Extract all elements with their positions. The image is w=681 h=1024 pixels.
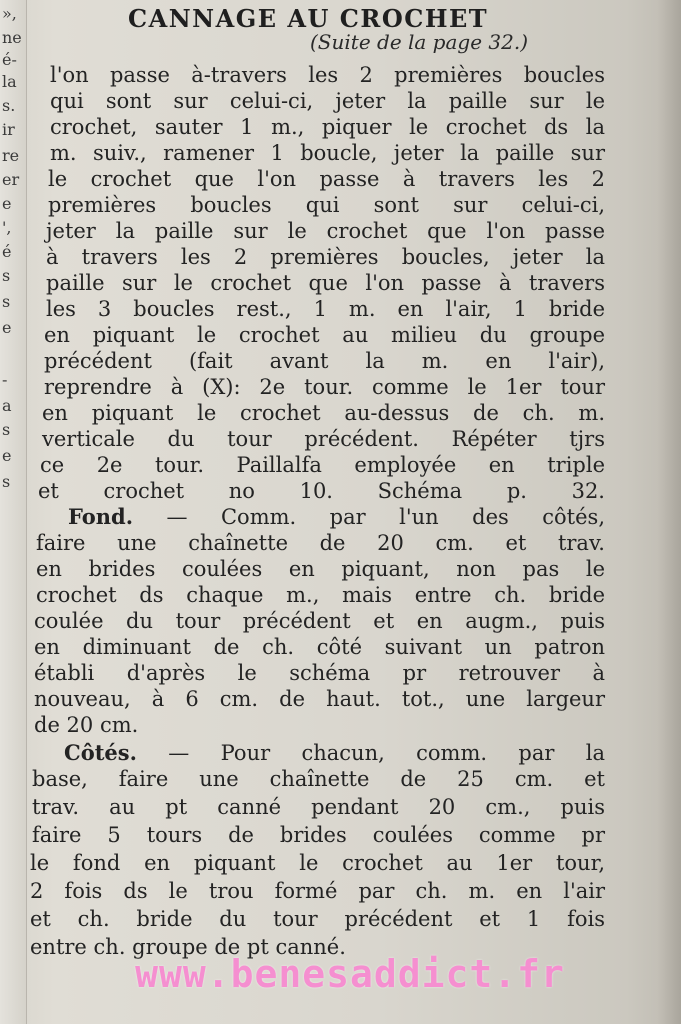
- margin-fragment: s: [2, 266, 11, 285]
- body-line: ce 2e tour. Paillalfa employée en triple: [40, 453, 605, 477]
- margin-fragment: s: [2, 292, 11, 311]
- cotes-heading: Côtés.: [64, 740, 137, 765]
- body-line: faire une chaînette de 20 cm. et trav.: [36, 531, 605, 555]
- body-line: crochet, sauter 1 m., piquer le crochet ds la: [50, 115, 605, 139]
- body-line: et ch. bride du tour précédent et 1 fois: [30, 907, 605, 931]
- body-line: paille sur le crochet que l'on passe à travers: [46, 271, 605, 295]
- body-line: qui sont sur celui-ci, jeter la paille sur le: [50, 89, 605, 113]
- margin-fragment: e: [2, 194, 12, 213]
- body-line: crochet ds chaque m., mais entre ch. bride: [36, 583, 605, 607]
- body-line: en brides coulées en piquant, non pas le: [36, 557, 605, 581]
- body-line: et crochet no 10. Schéma p. 32.: [38, 479, 605, 503]
- margin-fragment: s.: [2, 96, 16, 115]
- margin-fragment: re: [2, 146, 20, 165]
- margin-fragment: »,: [2, 4, 17, 23]
- body-line: nouveau, à 6 cm. de haut. tot., une largeur: [34, 687, 605, 711]
- fond-heading: Fond.: [68, 504, 134, 529]
- fond-paragraph-start: [36, 504, 605, 530]
- margin-fragment: ',: [2, 218, 12, 237]
- margin-fragment: a: [2, 396, 12, 415]
- body-line: entre ch. groupe de pt canné.: [30, 935, 346, 959]
- fond-line: Comm. par l'un des côtés,: [220, 505, 605, 529]
- body-line: le crochet que l'on passe à travers les 2: [48, 167, 605, 191]
- body-line: le fond en piquant le crochet au 1er tour,: [30, 851, 605, 875]
- body-line: reprendre à (X): 2e tour. comme le 1er tour: [44, 375, 605, 399]
- body-line: faire 5 tours de brides coulées comme pr: [32, 823, 605, 847]
- body-line: trav. au pt canné pendant 20 cm., puis: [32, 795, 605, 819]
- margin-fragment: er: [2, 170, 20, 189]
- body-line: en diminuant de ch. côté suivant un patron: [34, 635, 605, 659]
- cotes-paragraph-start: [34, 740, 605, 766]
- cotes-line: Pour chacun, comm. par la: [220, 741, 605, 765]
- body-line: verticale du tour précédent. Répéter tjrs: [42, 427, 605, 451]
- margin-fragment: la: [2, 72, 17, 91]
- body-line: en piquant le crochet au milieu du groupe: [44, 323, 605, 347]
- body-line: jeter la paille sur le crochet que l'on passe: [46, 219, 605, 243]
- margin-fragment: e: [2, 446, 12, 465]
- margin-fragment: s: [2, 420, 11, 439]
- body-line: en piquant le crochet au-dessus de ch. m.: [42, 401, 605, 425]
- body-line: établi d'après le schéma pr retrouver à: [34, 661, 605, 685]
- body-line: de 20 cm.: [34, 713, 139, 737]
- continuation-note: (Suite de la page 32.): [310, 30, 529, 54]
- body-line: à travers les 2 premières boucles, jeter la: [46, 245, 605, 269]
- body-line: l'on passe à-travers les 2 premières boucles: [50, 63, 605, 87]
- cotes-dash: —: [136, 741, 221, 765]
- page-gutter: [657, 0, 681, 1024]
- margin-fragment: é-: [2, 50, 17, 69]
- body-line: premières boucles qui sont sur celui-ci,: [48, 193, 605, 217]
- margin-fragment: é: [2, 242, 12, 261]
- body-line: m. suiv., ramener 1 boucle, jeter la paille sur: [50, 141, 605, 165]
- body-line: base, faire une chaînette de 25 cm. et: [32, 767, 605, 791]
- margin-fragment: ir: [2, 120, 15, 139]
- body-line: précédent (fait avant la m. en l'air),: [44, 349, 605, 373]
- margin-fragment: s: [2, 472, 11, 491]
- margin-fragment: ne: [2, 28, 22, 47]
- body-line: coulée du tour précédent et en augm., puis: [34, 609, 605, 633]
- body-line: les 3 boucles rest., 1 m. en l'air, 1 bride: [46, 297, 605, 321]
- margin-fragment: e: [2, 318, 12, 337]
- body-line: 2 fois ds le trou formé par ch. m. en l'air: [30, 879, 605, 903]
- margin-fragment: -: [2, 370, 8, 389]
- article-title: CANNAGE AU CROCHET: [128, 4, 489, 33]
- fond-dash: —: [133, 505, 221, 529]
- watermark-url: www.benesaddict.fr: [135, 952, 565, 996]
